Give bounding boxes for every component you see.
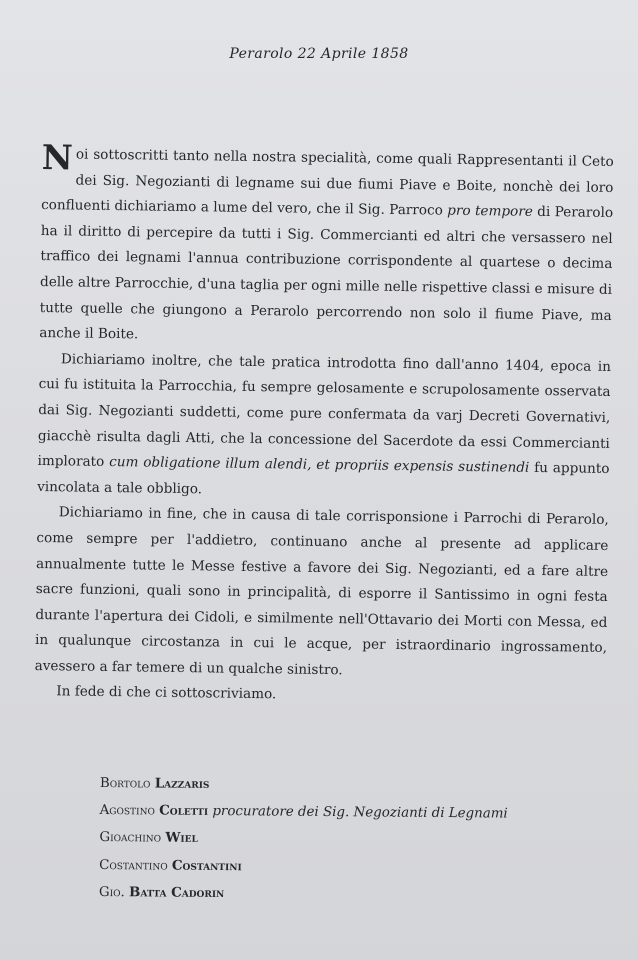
signer-role: procuratore dei Sig. Negozianti di Legnami <box>212 804 508 822</box>
signer-first-name: Gioachino <box>99 830 162 846</box>
signature-line <box>99 852 599 884</box>
signature-line <box>99 824 599 856</box>
paragraph-1-latin: pro tempore <box>447 202 533 221</box>
signer-last-name: Batta Cadorin <box>129 884 225 901</box>
paragraph-3: Dichiariamo in fine, che in causa di tale corrisponsione i Parrochi di Perarolo, come sempre per l'addietro, continuano anche al presente ad applicare annualmente tutte le Messe festive a favore dei Sig. Negozianti, ed a fare altre sacre funzioni, quali sono in principalità, di esporre il Santissimo in ogni festa durante l'apertura dei Cidoli, e similmente nell'Ottavario dei Morti con Messa, ed in qualunque circostanza in cui le acque, per istraordinario ingrossamento, avessero a far temere di un qualche sinistro. <box>34 504 609 679</box>
signer-last-name: Wiel <box>165 829 198 847</box>
paragraph-2 <box>37 347 611 509</box>
signer-last-name: Costantini <box>171 857 242 874</box>
signature-line <box>99 879 599 911</box>
paragraph-2-text-b: fu appunto vincolata a tale obbligo. <box>37 459 610 497</box>
signer-last-name: Coletti <box>159 802 209 820</box>
paragraph-4: In fede di che ci sottoscriviamo. <box>56 683 277 703</box>
document-body <box>34 138 614 713</box>
paragraph-2-text-a: Dichiariamo inoltre, che tale pratica introdotta fino dall'anno 1404, epoca in cui fu istituita la Parrocchia, fu sempre gelosamente e scrupolosamente osservata dai Sig. Negozianti suddetti, come pure confermata da varj Decreti Governativi, giacchè risulta dagli Atti, che la concessione del Sacerdote da essi Commercianti implorato <box>37 351 612 471</box>
signer-first-name: Agostino <box>99 803 155 819</box>
paragraph-1-text-a: oi sottoscritti tanto nella nostra specialità, come quali Rappresentanti il Ceto dei Sig. Negozianti di legname sui due fiumi Piave e Boite, nonchè dei loro confluenti dichiariamo a lume del vero, che il Sig. Parroco <box>41 146 614 219</box>
paragraph-1 <box>39 138 614 355</box>
signature-line <box>100 797 600 829</box>
paragraph-2-latin: cum obligatione illum alendi, et propriis expensis sustinendi <box>109 454 530 476</box>
signer-first-name: Bortolo <box>99 775 151 792</box>
document-date: Perarolo 22 Aprile 1858 <box>229 46 409 62</box>
signer-first-name: Gio. <box>98 884 125 901</box>
signer-first-name: Costantino <box>99 857 168 874</box>
drop-cap: N <box>41 138 74 179</box>
signature-line <box>100 770 600 802</box>
paragraph-1-text-b: di Perarolo ha il diritto di percepire da tutti i Sig. Commercianti ed altri che versassero nel traffico dei legnami l'annua contribuzione corrispondente al quartese o decima delle altre Parrocchie, d'una taglia per ogni mille nelle rispettive classi e misure di tutte quelle che giungono a Perarolo percorrendo non solo il fiume Piave, ma anche il Boite. <box>39 204 614 343</box>
signatures <box>99 770 600 910</box>
signer-last-name: Lazzaris <box>154 775 210 792</box>
